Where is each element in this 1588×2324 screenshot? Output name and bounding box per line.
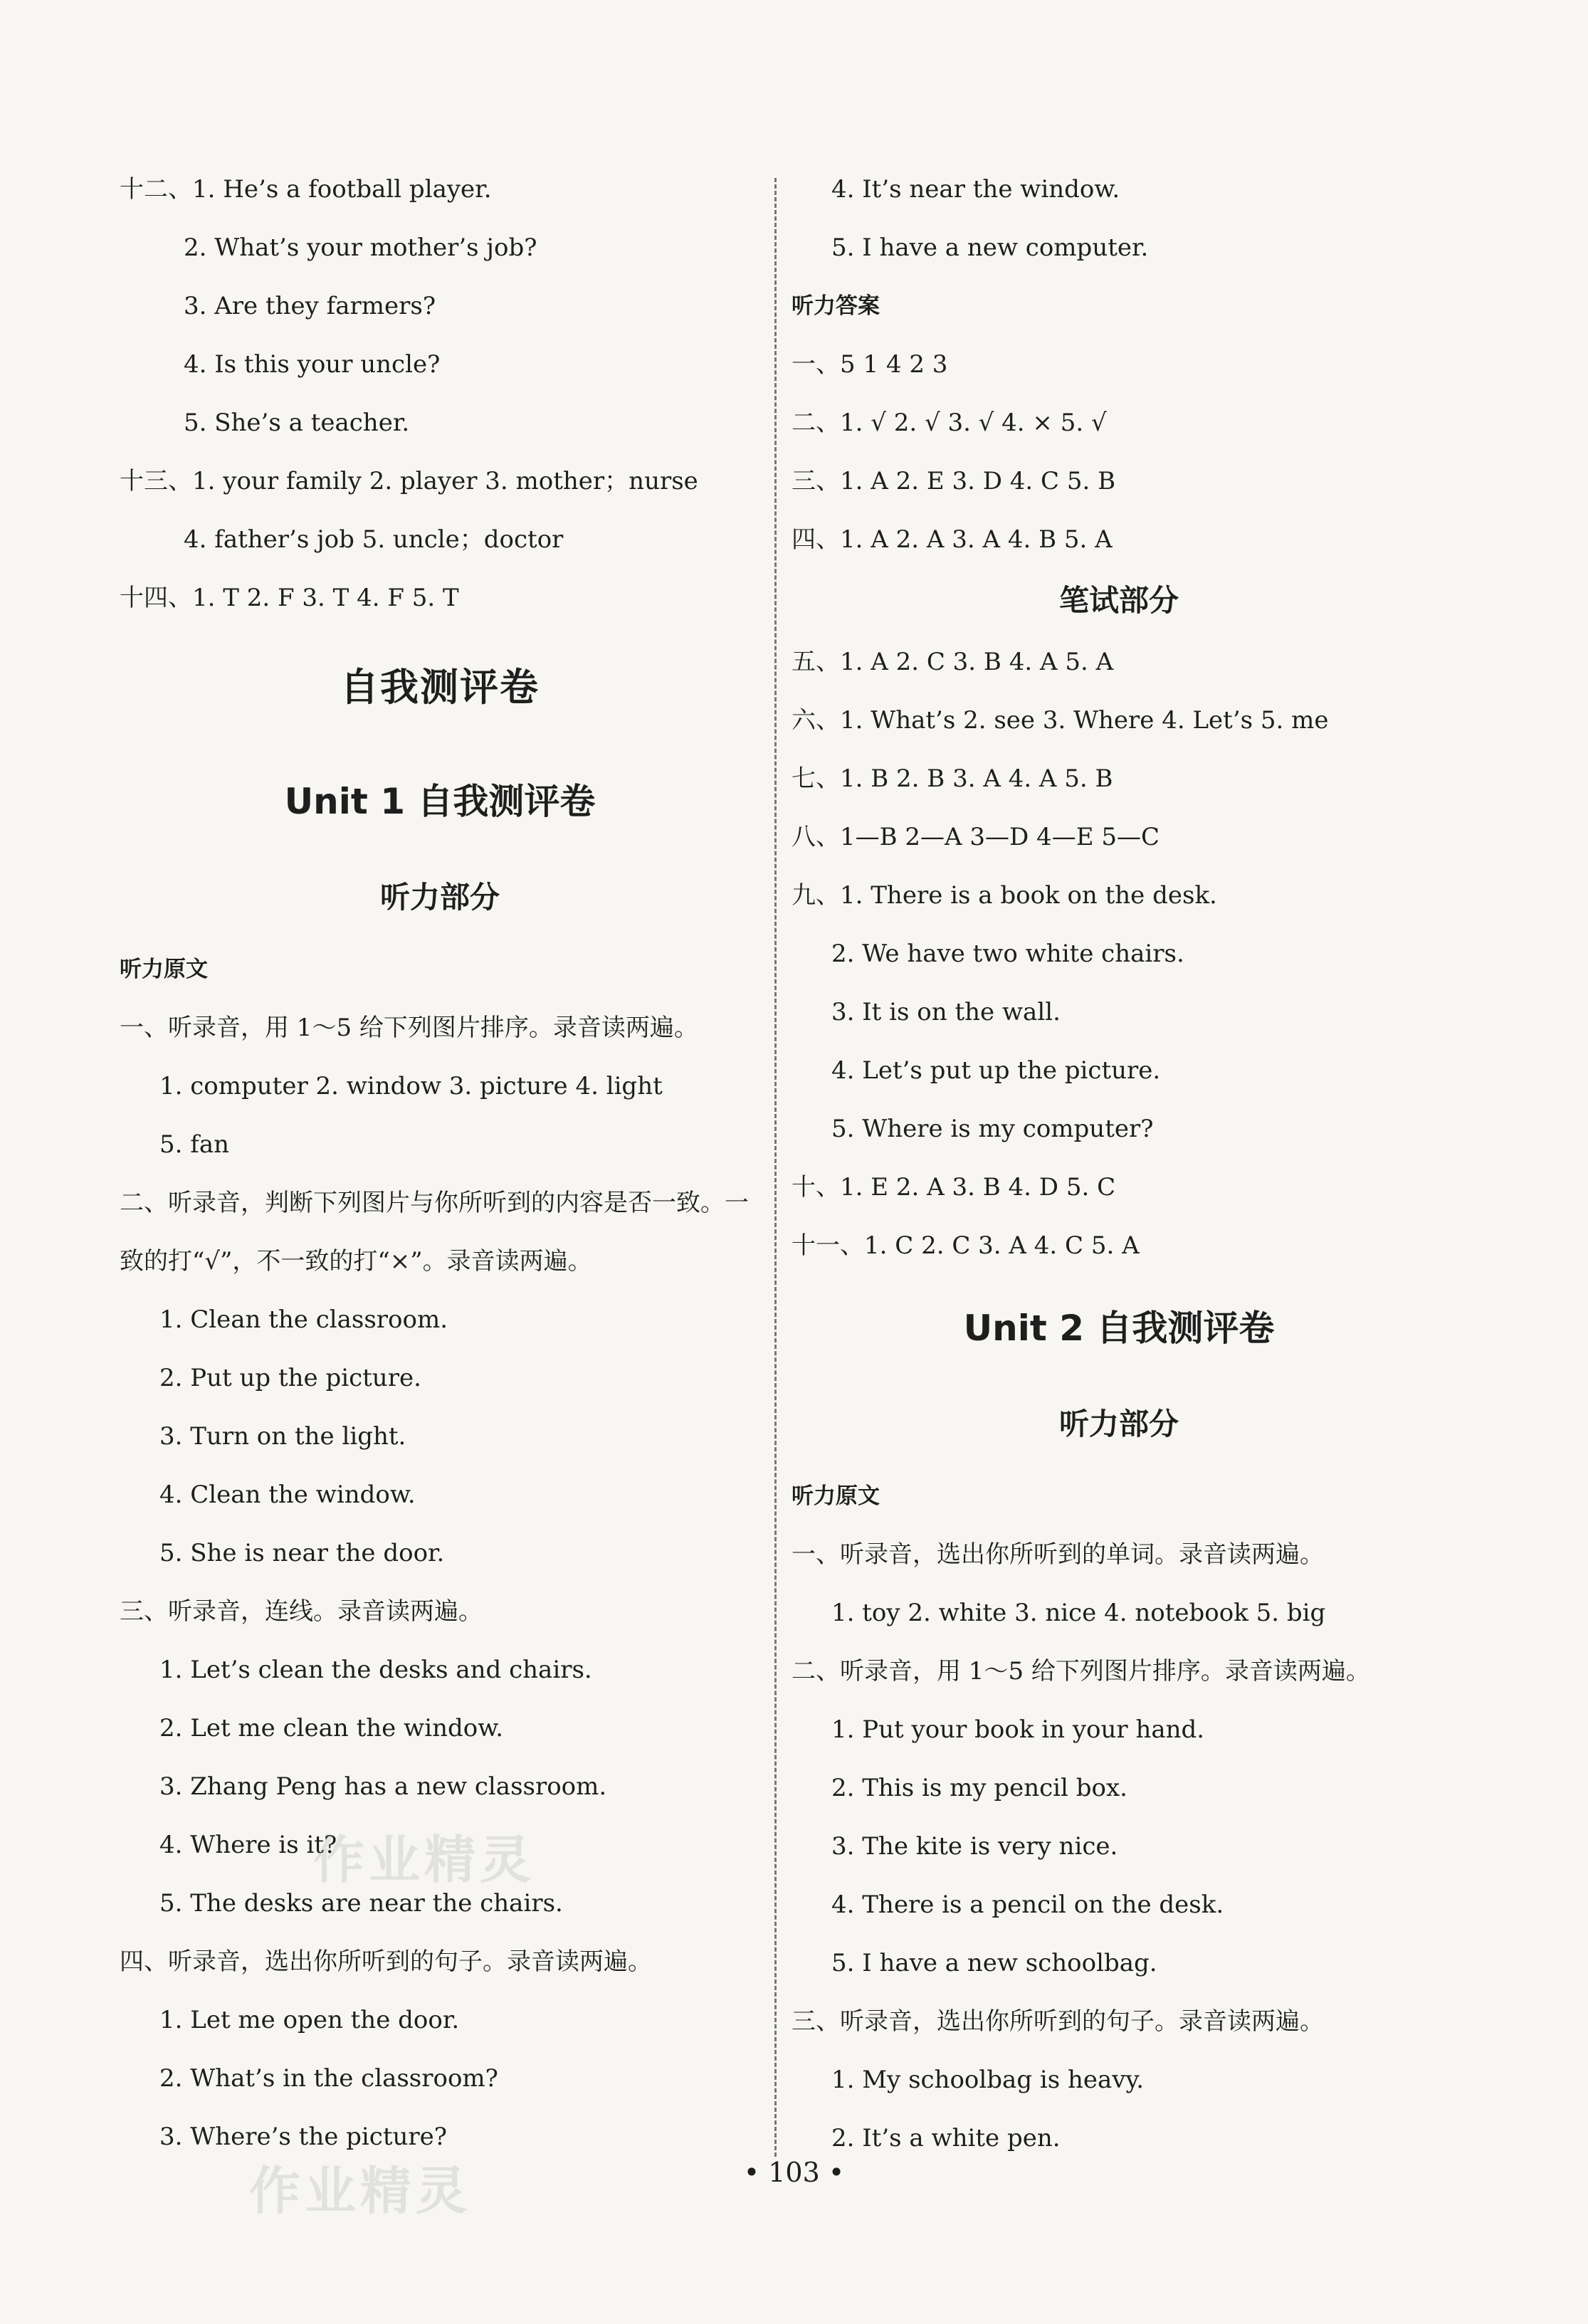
text-line: 2. Put up the picture. xyxy=(159,1364,421,1392)
text-line: 九、1. There is a book on the desk. xyxy=(792,881,1217,910)
unit2-script-label: 听力原文 xyxy=(792,1483,880,1509)
unit1-listening-heading: 听力部分 xyxy=(379,880,500,915)
text-line: 一、听录音，选出你所听到的单词。录音读两遍。 xyxy=(792,1540,1324,1569)
unit2-listening-heading: 听力部分 xyxy=(1058,1407,1179,1441)
text-line: 3. Are they farmers? xyxy=(184,292,436,320)
text-line: 二、听录音，用 1～5 给下列图片排序。录音读两遍。 xyxy=(792,1657,1370,1686)
text-line: 三、1. A 2. E 3. D 4. C 5. B xyxy=(792,467,1116,495)
text-line: 1. Let me open the door. xyxy=(159,2006,460,2034)
text-line: 2. This is my pencil box. xyxy=(831,1774,1127,1802)
text-line: 5. She is near the door. xyxy=(159,1539,445,1567)
text-line: 4. father’s job 5. uncle；doctor xyxy=(184,525,564,554)
text-line: 四、听录音，选出你所听到的句子。录音读两遍。 xyxy=(120,1947,652,1976)
section-title-self-test: 自我测评卷 xyxy=(340,665,540,710)
text-line: 2. Let me clean the window. xyxy=(159,1714,504,1742)
text-line: 一、5 1 4 2 3 xyxy=(792,350,948,379)
unit1-title: Unit 1 自我测评卷 xyxy=(284,781,596,822)
text-line: 4. There is a pencil on the desk. xyxy=(831,1891,1224,1919)
text-line: 1. computer 2. window 3. picture 4. light xyxy=(159,1072,663,1100)
text-line: 一、听录音，用 1～5 给下列图片排序。录音读两遍。 xyxy=(120,1014,698,1042)
text-line: 十、1. E 2. A 3. B 4. D 5. C xyxy=(792,1173,1116,1202)
text-line: 3. Turn on the light. xyxy=(159,1422,406,1451)
text-line: 4. Where is it? xyxy=(159,1831,337,1859)
text-line: 2. It’s a white pen. xyxy=(831,2124,1061,2152)
text-line: 2. What’s in the classroom? xyxy=(159,2064,498,2093)
text-line: 八、1—B 2—A 3—D 4—E 5—C xyxy=(792,823,1160,851)
text-line: 二、1. √ 2. √ 3. √ 4. × 5. √ xyxy=(792,409,1107,437)
text-line: 三、听录音，选出你所听到的句子。录音读两遍。 xyxy=(792,2007,1324,2036)
text-line: 1. Let’s clean the desks and chairs. xyxy=(159,1656,592,1684)
unit1-script-continued xyxy=(792,160,1446,277)
text-line: 4. Is this your uncle? xyxy=(184,350,441,379)
text-line: 三、听录音，连线。录音读两遍。 xyxy=(120,1597,483,1626)
text-line: 1. toy 2. white 3. nice 4. notebook 5. big xyxy=(831,1599,1326,1627)
text-line: 5. I have a new schoolbag. xyxy=(831,1949,1157,1977)
unit1-written-heading: 笔试部分 xyxy=(1058,583,1179,618)
text-line: 四、1. A 2. A 3. A 4. B 5. A xyxy=(792,525,1113,554)
text-line: 5. Where is my computer? xyxy=(831,1115,1154,1143)
text-line: 1. Clean the classroom. xyxy=(159,1305,448,1334)
right-column xyxy=(792,160,1446,2167)
unit1-listening-answers xyxy=(792,335,1446,569)
text-line: 2. What’s your mother’s job? xyxy=(184,233,537,262)
text-line: 六、1. What’s 2. see 3. Where 4. Let’s 5. me xyxy=(792,706,1329,735)
text-line: 4. Clean the window. xyxy=(159,1481,416,1509)
text-line: 5. The desks are near the chairs. xyxy=(159,1889,563,1918)
text-line: 十二、1. He’s a football player. xyxy=(120,175,492,204)
text-line: 十一、1. C 2. C 3. A 4. C 5. A xyxy=(792,1231,1140,1260)
text-line: 2. We have two white chairs. xyxy=(831,940,1184,968)
unit1-script-label: 听力原文 xyxy=(120,957,208,982)
text-line: 3. The kite is very nice. xyxy=(831,1832,1118,1861)
text-line: 3. Zhang Peng has a new classroom. xyxy=(159,1772,607,1801)
column-divider xyxy=(774,178,777,2157)
text-line: 5. She’s a teacher. xyxy=(184,409,410,437)
text-line: 3. Where’s the picture? xyxy=(159,2123,447,2151)
text-line: 5. I have a new computer. xyxy=(831,233,1149,262)
watermark-mid: 作业精灵 xyxy=(313,1830,536,1890)
text-line: 1. Put your book in your hand. xyxy=(831,1715,1205,1744)
text-line: 5. fan xyxy=(159,1130,229,1159)
watermark-bottom: 作业精灵 xyxy=(249,2161,472,2221)
unit2-title: Unit 2 自我测评卷 xyxy=(963,1308,1275,1349)
text-line: 十四、1. T 2. F 3. T 4. F 5. T xyxy=(120,584,459,612)
text-line: 4. It’s near the window. xyxy=(831,175,1120,204)
text-line: 4. Let’s put up the picture. xyxy=(831,1056,1161,1085)
unit1-written-answers xyxy=(792,633,1446,1275)
text-line: 3. It is on the wall. xyxy=(831,998,1061,1026)
text-line: 1. My schoolbag is heavy. xyxy=(831,2066,1145,2094)
text-line: 二、听录音，判断下列图片与你所听到的内容是否一致。一 xyxy=(120,1189,749,1217)
text-line: 十三、1. your family 2. player 3. mother；nurse xyxy=(120,467,698,495)
left-answers-list xyxy=(120,160,760,627)
unit2-script-list xyxy=(792,1525,1446,2167)
unit1-answers-label: 听力答案 xyxy=(792,293,880,319)
text-line: 致的打“√”，不一致的打“×”。录音读两遍。 xyxy=(120,1247,592,1276)
text-line: 七、1. B 2. B 3. A 4. A 5. B xyxy=(792,764,1113,793)
unit1-script-list xyxy=(120,999,760,2166)
page-number: • 103 • xyxy=(743,2157,845,2188)
text-line: 五、1. A 2. C 3. B 4. A 5. A xyxy=(792,648,1114,676)
